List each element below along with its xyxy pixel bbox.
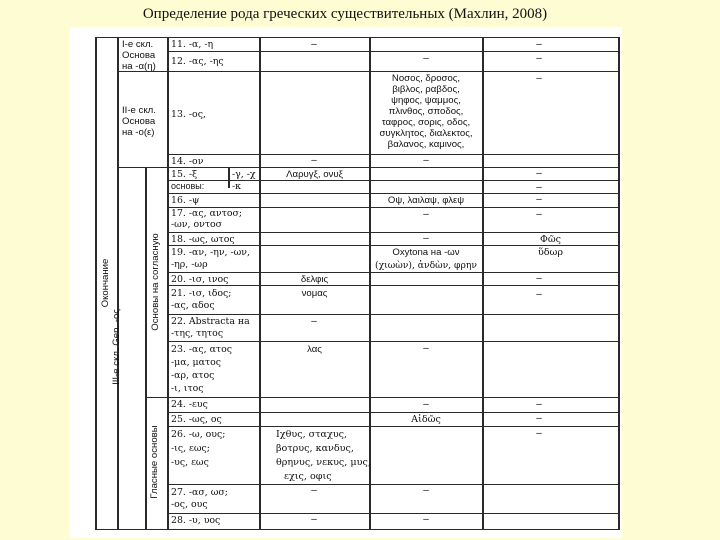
dash: – [423,399,429,410]
row-line [167,513,619,514]
table-border-right [618,37,620,530]
decl1-line1: I-е скл. [122,39,154,50]
row-26-masc-1: Ιχθυς, σταχυς, [276,429,348,440]
row-19-neut: ὕδωρ [537,247,564,258]
dash: – [536,53,542,64]
row-19-fem-2: (χιωὼν), ἀνδὼν, φρην [375,260,477,271]
row-23-ending-1: 23. -ας, ατος [171,344,233,355]
table-border-left [95,37,97,530]
row-line [167,154,619,155]
row-16-ending: 16. -ψ [171,195,200,206]
col-divider [167,37,169,530]
row-line [167,426,619,427]
dash: – [536,399,542,410]
dash: – [423,485,429,496]
header-decl3: III-е скл. Gen. -ος [111,309,122,385]
dash: – [311,155,317,166]
decl2-line1: II-е скл. [122,105,156,116]
row-28-ending: 28. -υ, υος [171,515,221,526]
row-11-ending: 11. -α, -η [171,39,214,50]
header-consonant-stems: Основы на согласную [150,233,161,331]
row-13-fem-1: Νοσος, δροσος, [391,73,461,84]
row-line [167,341,619,342]
col-divider [145,167,147,530]
row-line [167,51,619,52]
row-13-fem-4: πλινθος, σποδος, [388,106,464,117]
row-15-ending: 15. -ξ [171,169,198,180]
col-divider [228,167,230,188]
row-16-fem: Οψ, λαιλαψ, φλεψ [387,195,465,206]
row-23-ending-4: -ι, ιτος [171,383,204,394]
dash: – [423,233,429,244]
row-13-fem-2: βιβλος, ραβδος, [392,84,460,95]
row-20-masc: δελφις [300,274,329,285]
dash: – [311,316,317,327]
col-divider [117,37,119,530]
row-19-ending-1: 19. -αν, -ην, -ων, [171,247,250,258]
dash: – [536,209,542,220]
row-15-sub-a: -γ, -χ [232,169,256,180]
dash: – [423,514,429,525]
row-19-ending-2: -ηρ, -ωρ [171,259,208,270]
row-25-fem: Αἰδῶς [411,414,441,425]
col-divider [482,37,484,530]
row-19-fem-1: Oxytona на -ων [392,247,460,258]
decl1-line3: на -α(η) [122,61,156,72]
row-27-ending-1: 27. -ασ, ωσ; [171,487,228,498]
row-21-ending-2: -ας, αδος [171,300,215,311]
row-12-ending: 12. -ας, -ης [171,56,224,67]
row-23-ending-2: -μα, ματος [171,357,222,368]
gender-table [70,27,622,538]
row-27-ending-2: -ος, ους [171,499,208,510]
row-22-ending-1: 22. Abstracta на [171,316,250,327]
row-13-fem-7: βαλανος, καμινος, [387,139,465,150]
decl2-line2: Основа [122,116,156,127]
row-17-ending-1: 17. -ας, αντοσ; [171,208,243,219]
dash: – [423,155,429,166]
row-26-masc-3: θρηνυς, νεκυς, μυς, [276,457,371,468]
row-21-masc: νομας [301,288,328,299]
dash: – [536,168,542,179]
row-line [145,397,619,398]
row-24-ending: 24. -ευς [171,399,208,410]
dash: – [311,39,317,50]
dash: – [536,273,542,284]
dash: – [311,514,317,525]
row-line [167,484,619,485]
dash: – [536,428,542,439]
row-13-fem-3: ψηφος, ψαμμος, [391,95,461,106]
row-line [117,71,619,72]
dash: – [536,289,542,300]
header-vowel-stems: Гласные основы [149,425,160,499]
row-15-stems-label: основы: [171,181,205,191]
row-18-neut: Φῶς [539,234,562,245]
dash: – [311,485,317,496]
row-line [167,272,619,273]
row-18-ending: 18. -ως, ωτος [171,234,235,245]
row-13-fem-5: ταφρος, σορις, οδος, [381,117,471,128]
row-26-masc-2: βοτρυς, κανδυς, [276,443,354,454]
dash: – [536,194,542,205]
row-26-ending-2: -ις, εως; [171,443,210,454]
dash: – [536,73,542,84]
row-15-sub-b: -κ [232,181,242,192]
dash: – [423,209,429,220]
row-26-masc-4: εχις, οφις [284,471,332,482]
dash: – [536,413,542,424]
row-25-ending: 25. -ως, ος [171,414,222,425]
row-21-ending-1: 21. -ισ, ιδος; [171,288,232,299]
row-26-ending-1: 26. -ω, ους; [171,429,226,440]
dash: – [423,343,429,354]
table-border-bottom [95,529,619,530]
header-okonchanie: Окончание [100,258,111,308]
row-15-masc: Λαρυγξ, ονυξ [286,169,343,180]
dash: – [536,182,542,193]
decl2-line3: на -ο(ε) [122,127,155,138]
dash: – [423,53,429,64]
dash: – [536,39,542,50]
row-20-ending: 20. -ισ, ινος [171,274,229,285]
row-line [167,285,619,286]
row-13-fem-6: συγκλητος, διαλεκτος, [379,128,473,139]
decl1-line2: Основа [122,50,156,61]
row-23-masc: λας [307,344,322,355]
row-23-ending-3: -αρ, ατος [171,370,215,381]
row-13-ending: 13. -ος, [171,109,206,120]
page-title: Определение рода греческих существительных (Махлин, 2008) [142,6,548,22]
row-26-ending-3: -υς, εως [171,457,209,468]
row-17-ending-2: -ων, οντοσ [171,219,223,230]
row-14-ending: 14. -ον [171,156,204,167]
row-22-ending-2: -της, τητος [171,328,224,339]
